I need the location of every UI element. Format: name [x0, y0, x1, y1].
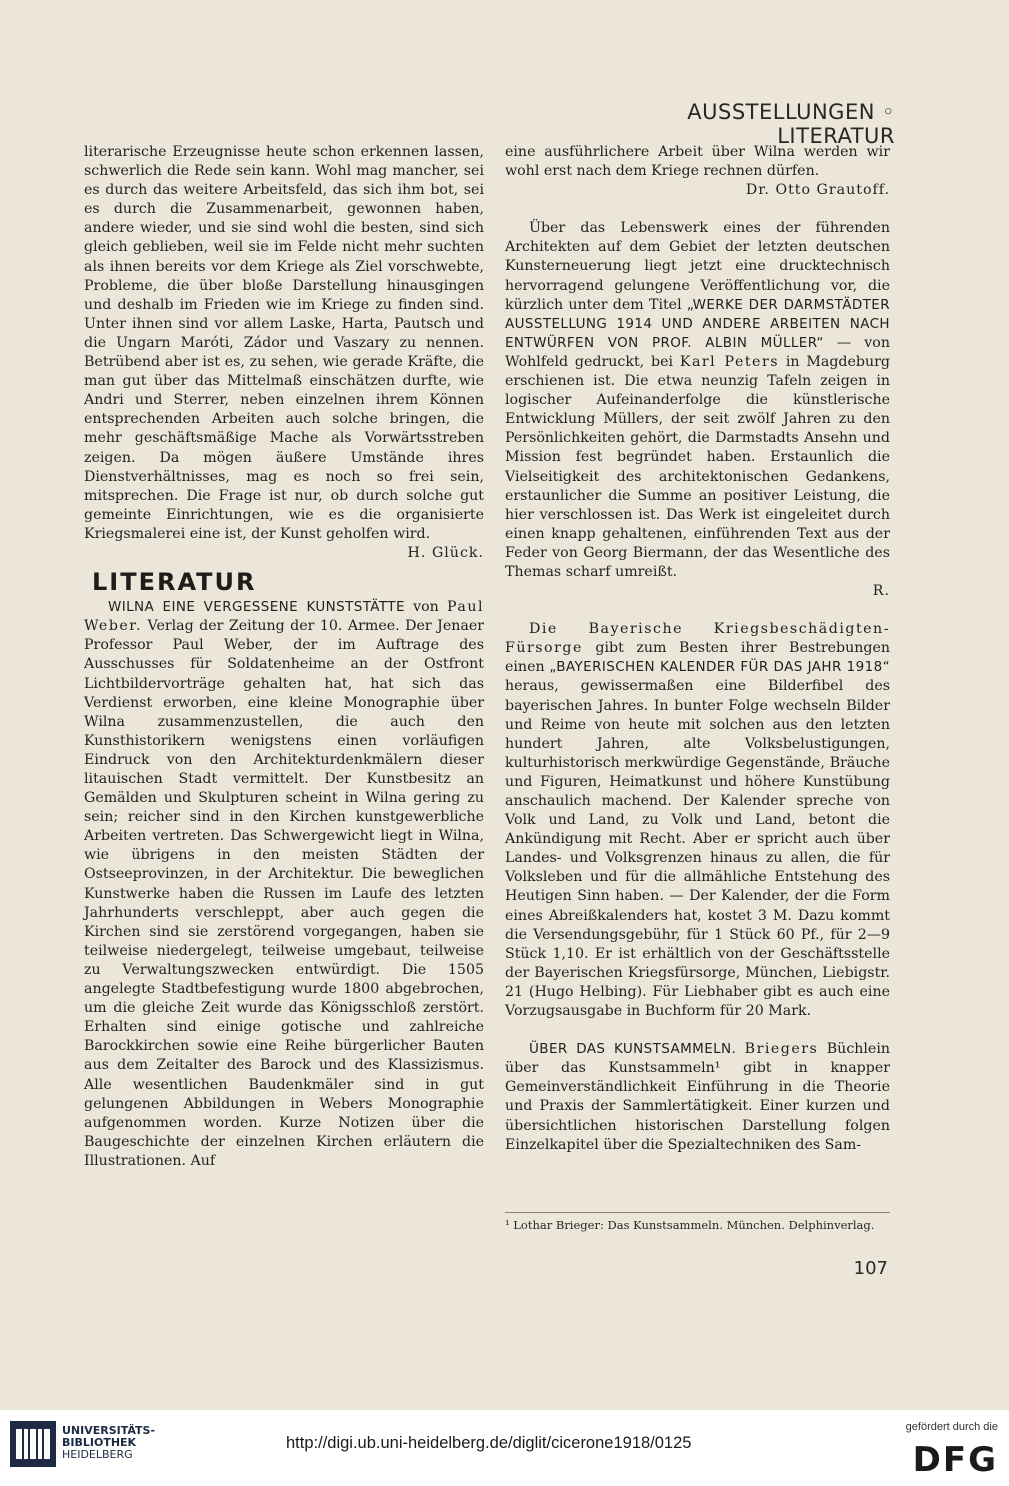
right-paragraph-1: eine ausführlichere Arbeit über Wilna werden wir wohl erst nach dem Kriege rechnen dürfen. [505, 144, 890, 180]
dfg-logo: DFG [912, 1440, 998, 1480]
wilna-body: Verlag der Zeitung der 10. Armee. Der Jenaer Professor Paul Weber, der im Auftrage des Ausschusses für Soldatenheime an der Ostfront Lichtbildervorträge gehalten hat, hat sich das Verdienst erworben, eine kleine Monographie über Wilna zusammenzustellen, die auch den Kunsthistorikern wenigstens einen vorläufigen Eindruck von den Architekturdenkmälern dieser litauischen Stadt vermittelt. Der Kunstbesitz an Gemälden und Skulpturen scheint in Wilna gering zu sein; reicher sind in den Kirchen kunstgewerbliche Arbeiten vertreten. Das Schwergewicht liegt in Wilna, wie übrigens in den meisten Städten der Ostseeprovinzen, in der Architektur. Die beweglichen Kunstwerke haben die Russen im Laufe des letzten Jahrhunderts verschleppt, aber auch gegen die Kirchen sind sie zerstörend vorgegangen, haben sie teilweise niedergelegt, teilweise umgebaut, teilweise zu Verwaltungszwecken entwürdigt. Die 1505 angelegte Stadtbefestigung wurde 1800 abgebrochen, um die gleiche Zeit wurde das Königsschloß zerstört. Erhalten sind einige gotische und zahlreiche Barockkirchen sowie eine Reihe bürgerlicher Bauten aus dem Zeitalter des Barock und des Klassizismus. Alle wesentlichen Baudenkmäler sind in gut gelungenen Abbildungen in Webers Monographie aufgenommen worden. Kurze Notizen über die Baugeschichte der einzelnen Kirchen erläutern die Illustrationen. Auf [84, 618, 484, 1169]
wilna-title: WILNA EINE VERGESSENE KUNSTSTÄTTE [108, 599, 405, 616]
kalender-organisation: Die Bayerische Kriegsbeschädigten-Fürsorge [505, 621, 890, 657]
kunstsammeln-title: ÜBER DAS KUNSTSAMMELN. [529, 1041, 737, 1058]
footnote-divider [505, 1212, 890, 1213]
right-column [505, 143, 890, 1155]
signature-r: R. [872, 583, 890, 600]
kunstsammeln-author: Briegers [744, 1041, 819, 1058]
paragraph-gap [505, 1021, 890, 1040]
library-name-line-2: BIBLIOTHEK [62, 1436, 137, 1449]
mueller-intro: Über das Lebenswerk eines der führenden Architekten auf dem Gebiet der letzten deutschen Kunsterneuerung liegt jetzt eine drucktechnisch hervorragend gelungene Veröffentlichung vor, die kürzlich unter dem Titel [505, 220, 890, 313]
left-column [84, 143, 484, 1171]
running-head: AUSSTELLUNGEN ◦ LITERATUR [687, 100, 895, 148]
kunstsammeln-review [505, 1040, 890, 1155]
kalender-review [505, 620, 890, 1021]
kalender-title: „BAYERISCHEN KALENDER FÜR DAS JAHR 1918“ [549, 659, 890, 676]
signature-grautoff: Dr. Otto Grautoff. [745, 182, 890, 199]
university-library-logo-icon [10, 1421, 56, 1467]
paragraph-gap [505, 200, 890, 219]
left-paragraph-1: literarische Erzeugnisse heute schon erkennen lassen, schwerlich die Rede sein kann. Wohl mag mancher, sei es durch das weitere Arbeitsfeld, das sich ihm bot, sei es durch die Zusammenarbeit, gewonnen haben, andere wieder, und sie sind wohl die besten, sind sich gleich geblieben, weil sie im Felde nicht mehr suchten als ihnen bereits vor dem Kriege als Ziel vorschwebte, Probleme, die über bloße Darstellung hinausgingen und deshalb im Frieden wie im Kriege zu finden sind. Unter ihnen sind vor allem Laske, Harta, Pautsch und die Ungarn Maróti, Zádor und Vaszary zu nennen. Betrübend aber ist es, zu sehen, wie gerade Kräfte, die man gut über das Mittelmaß einschätzen durfte, wie Andri und Sterrer, neben einzelnen ihrem Können entsprechenden Arbeiten auch solche bringen, die mehr geschäftsmäßige Mache als Vorwärtsstreben zeigen. Da mögen äußere Umstände ihres Dienstverhältnisses, mag es noch so frei sein, mitsprechen. Die Frage ist nur, ob durch solche gut gemeinte Einrichtungen, wie es die organisierte Kriegsmalerei eine ist, der Kunst geholfen wird. [84, 144, 484, 542]
library-name [62, 1425, 155, 1461]
signature-glueck: H. Glück. [407, 544, 484, 561]
funding-label: gefördert durch die [905, 1421, 998, 1433]
kunstsammeln-body: Büchlein über das Kunstsammeln¹ gibt in knapper Gemeinverständlichkeit Einführung in die Theorie und Praxis der Sammlertätigkeit. Einer kurzen und übersichtlichen historischen Darstellung folgen Einzelkapitel über die Spezialtechniken des Sam- [505, 1041, 891, 1153]
library-name-line-1: UNIVERSITÄTS- [62, 1424, 156, 1437]
source-url-link[interactable]: http://digi.ub.uni-heidelberg.de/diglit/cicerone1918/0125 [286, 1434, 692, 1452]
section-heading-literatur: LITERATUR [92, 568, 257, 597]
paragraph-gap [505, 601, 890, 620]
albin-mueller-review [505, 219, 890, 582]
mueller-body: in Magdeburg erschienen ist. Die etwa neunzig Tafeln zeigen in logischer Aufeinanderfolge die künstlerische Entwicklung Müllers, der seit zwölf Jahren zu den Persönlichkeiten gehört, die Darmstadts Ansehn und Mission fest begründet haben. Erstaunlich die Vielseitigkeit des architektonischen Gedankens, erstaunlicher die Summe an positiver Leistung, die hier verschlossen ist. Das Werk ist eingeleitet durch einen knapp gehaltenen, einführenden Text aus der Feder von Georg Biermann, der das Wesentliche des Themas scharf umreißt. [505, 353, 890, 580]
kalender-intro: gibt zum Besten ihrer Bestrebungen einen [505, 640, 891, 676]
wilna-author: Paul Weber. [84, 599, 484, 635]
page-number: 107 [853, 1258, 888, 1279]
wilna-intro: von [413, 599, 439, 616]
mueller-book-title: „WERKE DER DARMSTÄDTER AUSSTELLUNG 1914 UND ANDERE ARBEITEN NACH ENTWÜRFEN VON PROF. ALBIN MÜLLER“ [505, 296, 890, 351]
mueller-publisher: Karl Peters [679, 353, 780, 370]
wilna-review [84, 598, 484, 1171]
kalender-body: heraus, gewissermaßen eine Bilderfibel des bayerischen Jahres. In bunter Folge wechseln Bilder und Reime von heute mit solchen aus den letzten hundert Jahren, alte Volksbelustigungen, kulturhistorisch merkwürdige Gegenstände, Bräuche und Figuren, Heimatkunst und höhere Kunstübung anschaulich machend. Der Kalender spreche von Volk und Land, zu Volk und Land, betont die Ankündigung mit Recht. Aber er spricht auch über Landes- und Volksgrenzen hinaus zu allen, die für Volksleben und für die allmähliche Entstehung des Heutigen Sinn haben. — Der Kalender, der die Form eines Abreißkalenders hat, kostet 3 M. Dazu kommt die Versendungsgebühr, für 1 Stück 60 Pf., für 2—9 Stück 1,10. Er ist erhältlich von der Geschäftsstelle der Bayerischen Kriegsfürsorge, München, Liebigstr. 21 (Hugo Helbing). Für Liebhaber gibt es auch eine Vorzugsausgabe in Buchform für 20 Mark. [505, 678, 890, 1020]
library-name-line-3: HEIDELBERG [62, 1448, 133, 1461]
footnote: ¹ Lothar Brieger: Das Kunstsammeln. München. Delphinverlag. [505, 1218, 875, 1232]
mueller-printer: — von Wohlfeld gedruckt, bei [505, 334, 890, 370]
